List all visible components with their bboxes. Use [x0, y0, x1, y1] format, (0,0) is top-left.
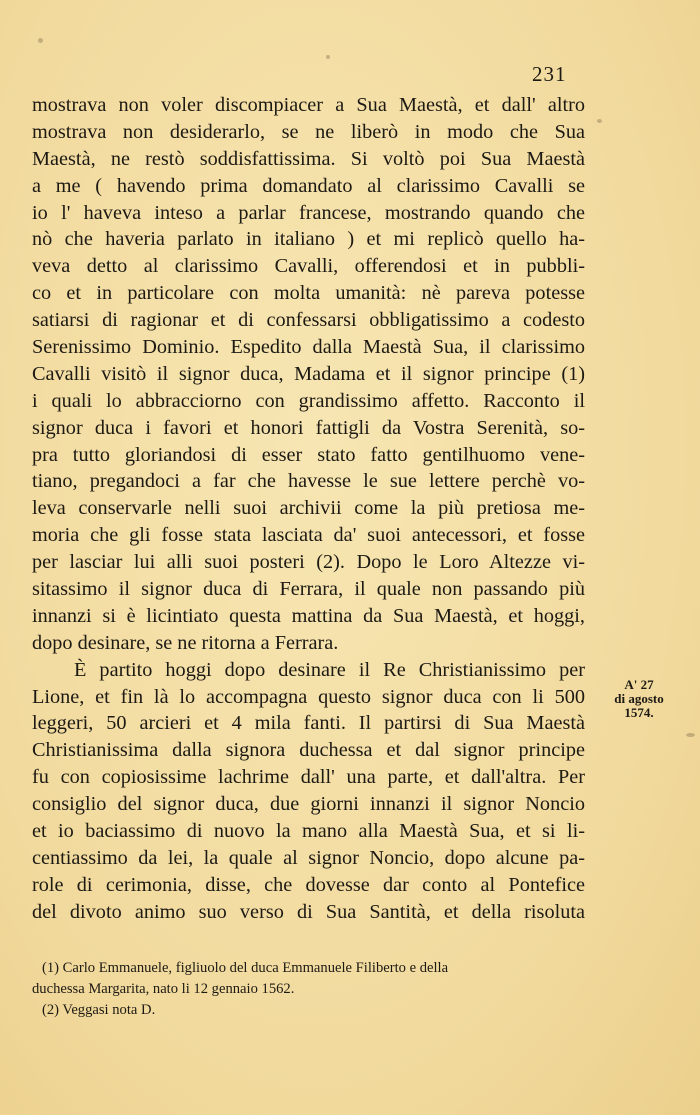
text-line: tiano, pregandoci a far che havesse le sue lettere perchè vo- [32, 470, 585, 493]
margin-note-line: 1574. [624, 705, 654, 720]
text-line: fu con copiosissime lachrime dall' una parte, et dall'altra. Per [32, 766, 585, 789]
text-line: innanzi si è licintiato questa mattina da Sua Maestà, et hoggi, [32, 604, 585, 627]
margin-note-line: A' 27 [624, 677, 654, 692]
page-number: 231 [532, 62, 567, 86]
margin-date-note [604, 678, 674, 720]
text-line: consiglio del signor duca, due giorni innanzi il signor Noncio [32, 793, 585, 816]
text-line: dopo desinare, se ne ritorna a Ferrara. [32, 631, 339, 654]
text-line: Christianissima dalla signora duchessa et dal signor principe [32, 739, 585, 762]
text-line: nò che haveria parlato in italiano ) et mi replicò quello ha- [32, 228, 585, 251]
text-line: et io baciassimo di nuovo la mano alla Maestà Sua, et si li- [32, 820, 585, 843]
text-line: per lasciar lui alli suoi posteri (2). Dopo le Loro Altezze vi- [32, 551, 585, 574]
text-line: co et in particolare con molta umanità: nè pareva potesse [32, 282, 585, 305]
text-line: mostrava non voler discompiacer a Sua Maestà, et dall' altro [32, 94, 585, 116]
body-text [32, 92, 585, 926]
text-line: io l' haveva inteso a parlar francese, mostrando quando che [32, 201, 585, 224]
text-line: Maestà, ne restò soddisfattissima. Si voltò poi Sua Maestà [32, 147, 585, 170]
text-line: signor duca i favori et honori fattigli da Vostra Serenità, so- [32, 416, 585, 439]
footnote-1-continued: duchessa Margarita, nato li 12 gennaio 1562. [32, 981, 295, 997]
footnote-1: (1) Carlo Emmanuele, figliuolo del duca Emmanuele Filiberto e della [42, 960, 449, 976]
text-line: pra tutto gloriandosi di esser stato fatto gentilhuomo vene- [32, 443, 585, 466]
text-line: mostrava non desiderarlo, se ne liberò in modo che Sua [32, 120, 585, 143]
text-line: Lione, et fin là lo accompagna questo signor duca con li 500 [32, 685, 585, 708]
paper-speck [38, 38, 43, 43]
text-line: Serenissimo Dominio. Espedito dalla Maestà Sua, il clarissimo [32, 336, 585, 359]
text-line: sitassimo il signor duca di Ferrara, il quale non passando più [32, 578, 585, 601]
footnotes [32, 958, 592, 1021]
paper-speck [597, 119, 602, 123]
text-line: a me ( havendo prima domandato al clarissimo Cavalli se [32, 174, 585, 197]
text-line: veva detto al clarissimo Cavalli, offerendosi et in pubbli- [32, 255, 585, 278]
text-line: i quali lo abbracciorno con grandissimo affetto. Racconto il [32, 389, 585, 412]
text-line: leggeri, 50 arcieri et 4 mila fanti. Il partirsi di Sua Maestà [32, 712, 585, 735]
margin-note-line: di agosto [614, 691, 664, 706]
paper-speck [326, 55, 330, 59]
text-line: satiarsi di ragionar et di confessarsi obbligatissimo a codesto [32, 309, 585, 332]
text-line: Cavalli visitò il signor duca, Madama et il signor principe (1) [32, 362, 585, 385]
paper-speck [686, 733, 695, 737]
text-line: È partito hoggi dopo desinare il Re Christianissimo per [74, 658, 585, 681]
text-line: del divoto animo suo verso di Sua Santità, et della risoluta [32, 900, 585, 923]
text-line: centiassimo da lei, la quale al signor Noncio, dopo alcune pa- [32, 846, 585, 869]
text-line: leva conservarle nelli suoi archivii come la più pretiosa me- [32, 497, 585, 520]
text-line: moria che gli fosse stata lasciata da' suoi antecessori, et fosse [32, 524, 585, 547]
footnote-2: (2) Veggasi nota D. [42, 1002, 156, 1018]
text-line: role di cerimonia, disse, che dovesse dar conto al Pontefice [32, 873, 585, 896]
